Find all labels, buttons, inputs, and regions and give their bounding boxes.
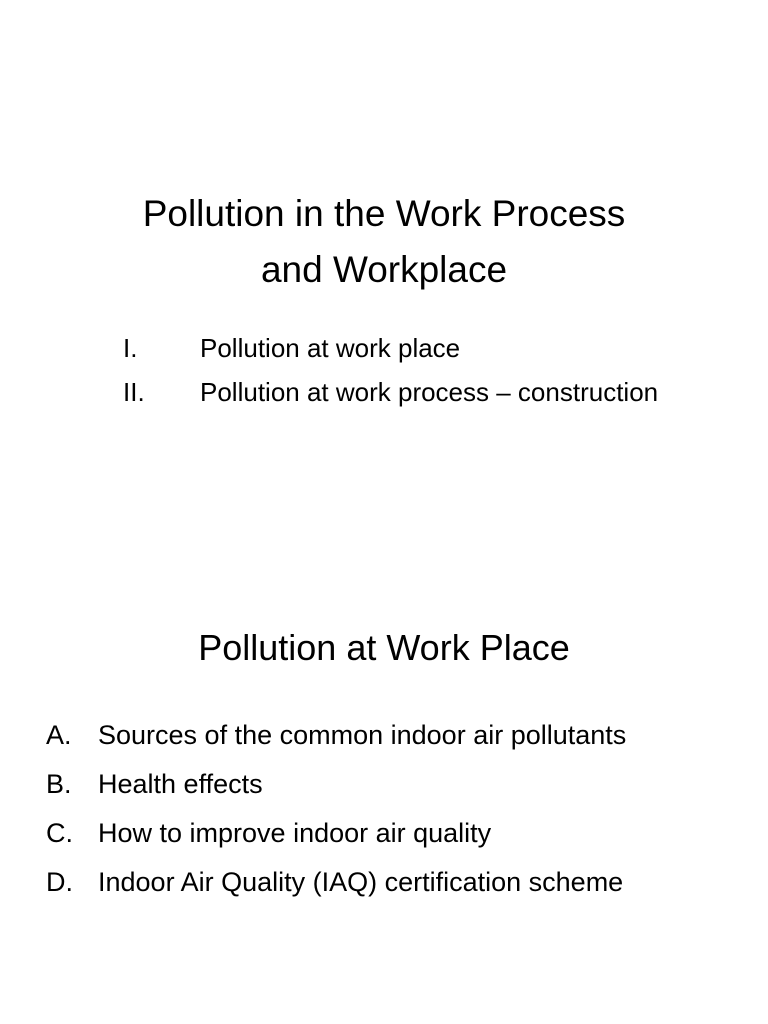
slide-title: [0, 186, 768, 298]
list-item: [123, 374, 683, 411]
list-item: [123, 330, 683, 367]
list-item-text: Indoor Air Quality (IAQ) certification scheme: [98, 867, 624, 897]
slide-title-line-1: Pollution in the Work Process: [142, 193, 626, 234]
list-item: [46, 814, 746, 852]
list-marker: II.: [123, 377, 145, 407]
list-marker: B.: [46, 769, 72, 799]
slide-title-line-2: and Workplace: [260, 249, 508, 290]
list-marker: C.: [46, 818, 73, 848]
list-marker: D.: [46, 867, 73, 897]
list-item-text: Pollution at work process – construction: [200, 377, 659, 407]
list-item: [46, 765, 746, 803]
slide-pollution-at-work-place: [0, 512, 768, 1024]
list-item-text: Sources of the common indoor air pollutants: [98, 720, 627, 750]
list-item: [46, 716, 746, 754]
roman-outline-list: [123, 330, 683, 418]
list-item: [46, 863, 746, 901]
list-item-text: Pollution at work place: [200, 333, 461, 363]
list-item-text: Health effects: [98, 769, 263, 799]
list-marker: I.: [123, 333, 138, 363]
alpha-outline-list: [46, 716, 746, 912]
slide-title: Pollution at Work Place: [198, 627, 570, 668]
list-marker: A.: [46, 720, 72, 750]
list-item-text: How to improve indoor air quality: [98, 818, 492, 848]
